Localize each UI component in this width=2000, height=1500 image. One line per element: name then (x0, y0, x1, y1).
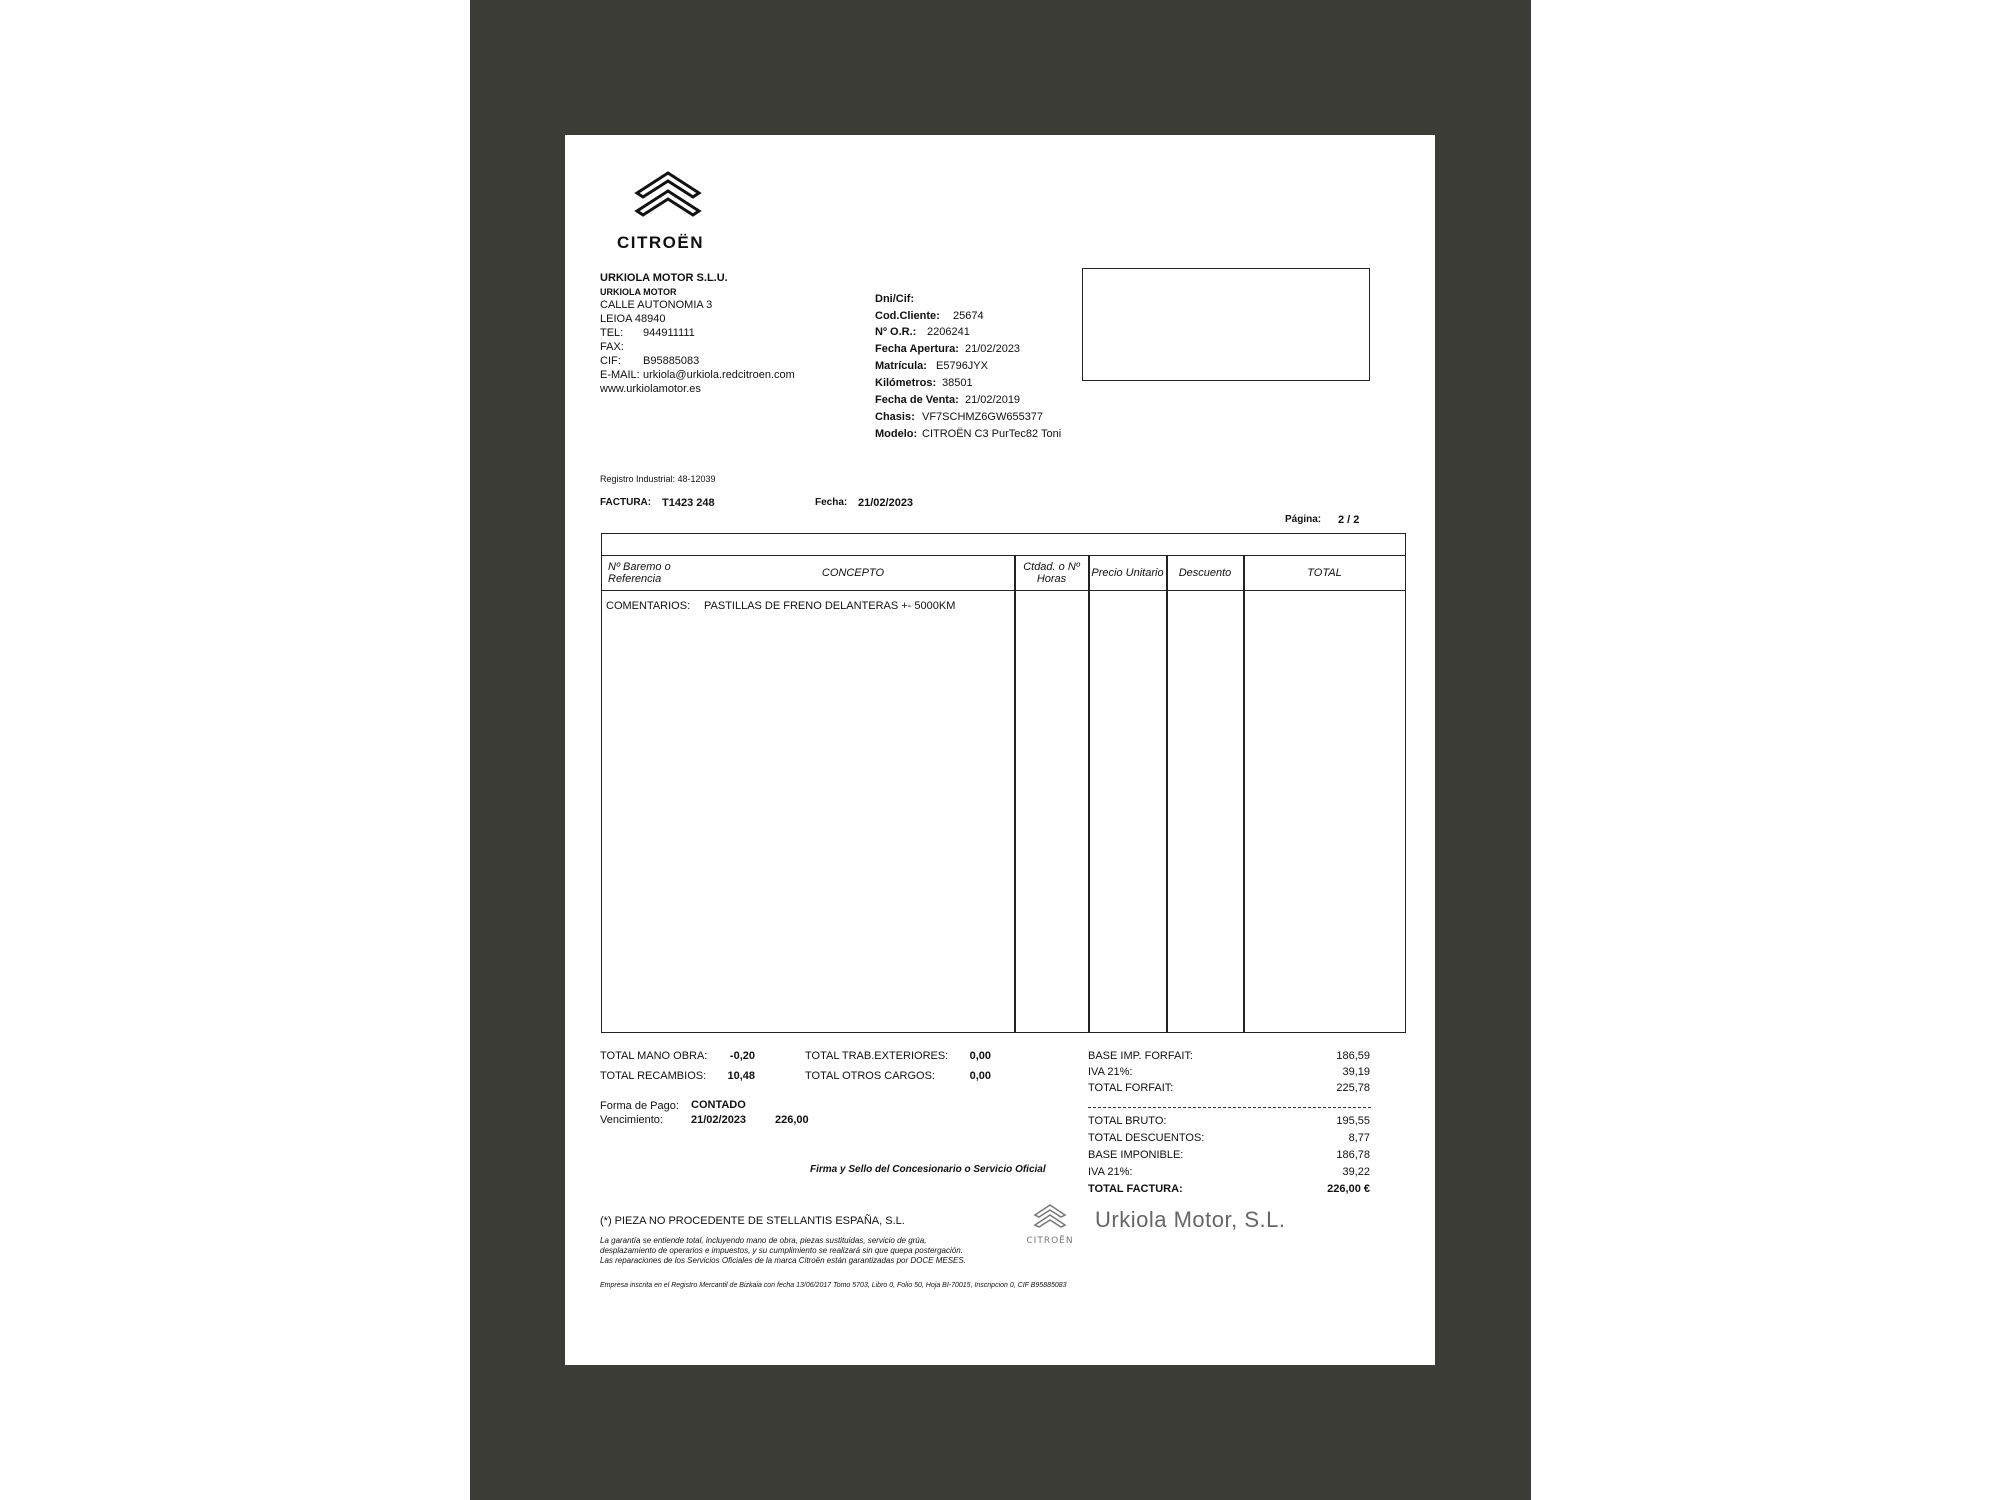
fecha-value: 21/02/2023 (858, 497, 914, 509)
cif-value: B95885083 (643, 355, 700, 367)
email-label: E-MAIL: (600, 369, 640, 381)
chasis-value: VF7SCHMZ6GW655377 (922, 411, 1044, 423)
mano-obra-value: -0,20 (729, 1050, 755, 1062)
column-divider (1243, 556, 1245, 1032)
comment-label: COMENTARIOS: (606, 600, 691, 612)
base-forfait-value: 186,59 (1336, 1050, 1370, 1062)
tel-label: TEL: (600, 327, 624, 339)
garantia-line-3: Las reparaciones de los Servicios Oficiales de la marca Citroën están garantizadas por DOCE MESES. (600, 1256, 966, 1265)
iva-value: 39,22 (1342, 1166, 1370, 1178)
fecha-apertura-label: Fecha Apertura: (875, 343, 959, 355)
totals-divider (1088, 1107, 1371, 1108)
firma-sello-caption: Firma y Sello del Concesionario o Servicio Oficial (810, 1164, 1046, 1175)
total-descuentos-label: TOTAL DESCUENTOS: (1088, 1132, 1205, 1144)
dealer-stamp-text: Urkiola Motor, S.L. (1095, 1207, 1286, 1232)
iva-forfait-value: 39,19 (1342, 1066, 1370, 1078)
company-city: LEIOA 48940 (600, 313, 666, 325)
column-divider (1166, 556, 1168, 1032)
fax-label: FAX: (600, 341, 624, 353)
cod-cliente-value: 25674 (953, 310, 984, 322)
modelo-label: Modelo: (875, 428, 918, 440)
fecha-apertura-value: 21/02/2023 (965, 343, 1021, 355)
header-concepto: CONCEPTO (821, 567, 885, 579)
trab-ext-value: 0,00 (969, 1050, 991, 1062)
total-bruto-label: TOTAL BRUTO: (1088, 1115, 1167, 1127)
company-name: URKIOLA MOTOR S.L.U. (600, 272, 728, 284)
fecha-venta-value: 21/02/2019 (965, 394, 1021, 406)
base-imponible-label: BASE IMPONIBLE: (1088, 1149, 1184, 1161)
kilometros-label: Kilómetros: (875, 377, 937, 389)
brand-name: CITROËN (617, 233, 704, 252)
total-forfait-label: TOTAL FORFAIT: (1088, 1082, 1174, 1094)
stamp-brand-text: CITROËN (1026, 1236, 1074, 1246)
or-label: Nº O.R.: (875, 326, 917, 338)
company-address: CALLE AUTONOMIA 3 (600, 299, 713, 311)
header-precio-unitario: Precio Unitario (1091, 567, 1164, 579)
registro-industrial: Registro Industrial: 48-12039 (600, 474, 716, 484)
forma-pago-label: Forma de Pago: (600, 1100, 679, 1112)
column-divider (1014, 556, 1016, 1032)
column-divider (1088, 556, 1090, 1032)
comment-text: PASTILLAS DE FRENO DELANTERAS +- 5000KM (704, 600, 956, 612)
email-value: urkiola@urkiola.redcitroen.com (643, 369, 795, 381)
total-factura-label: TOTAL FACTURA: (1088, 1183, 1183, 1195)
otros-cargos-value: 0,00 (969, 1070, 991, 1082)
total-descuentos-value: 8,77 (1348, 1132, 1370, 1144)
total-factura-value: 226,00 € (1327, 1183, 1370, 1195)
total-bruto-value: 195,55 (1336, 1115, 1370, 1127)
iva-label: IVA 21%: (1088, 1166, 1133, 1178)
recipient-address-box (1082, 268, 1370, 381)
garantia-line-2: desplazamiento de operarios e impuestos, y su cumplimiento se realizará sin que quepa postergación. (600, 1246, 963, 1255)
pieza-note: (*) PIEZA NO PROCEDENTE DE STELLANTIS ESPAÑA, S.L. (600, 1215, 905, 1227)
tel-value: 944911111 (643, 327, 695, 339)
modelo-value: CITROËN C3 PurTec82 Toni (922, 428, 1062, 440)
pagina-label: Página: (1285, 514, 1322, 525)
website: www.urkiolamotor.es (600, 383, 701, 395)
header-cantidad: Ctdad. o Nº Horas (1023, 561, 1080, 585)
vencimiento-label: Vencimiento: (600, 1114, 663, 1126)
dni-label: Dni/Cif: (875, 293, 915, 305)
trab-ext-label: TOTAL TRAB.EXTERIORES: (805, 1050, 949, 1062)
forma-pago-value: CONTADO (691, 1099, 746, 1111)
kilometros-value: 38501 (942, 377, 973, 389)
chasis-label: Chasis: (875, 411, 915, 423)
company-subname: URKIOLA MOTOR (600, 287, 677, 297)
header-descuento: Descuento (1178, 567, 1232, 579)
header-total: TOTAL (1307, 567, 1342, 579)
vencimiento-importe: 226,00 (775, 1114, 809, 1126)
mano-obra-label: TOTAL MANO OBRA: (600, 1050, 708, 1062)
citroen-chevrons-logo (633, 167, 703, 219)
cod-cliente-label: Cod.Cliente: (875, 310, 940, 322)
vencimiento-fecha: 21/02/2023 (691, 1114, 747, 1126)
garantia-line-1: La garantía se entiende total, incluyendo mano de obra, piezas sustituidas, servicio de grúa, (600, 1236, 927, 1245)
header-referencia: Nº Baremo o Referencia (608, 561, 671, 585)
base-forfait-label: BASE IMP. FORFAIT: (1088, 1050, 1193, 1062)
matricula-label: Matrícula: (875, 360, 927, 372)
invoice-page (565, 135, 1435, 1365)
registro-mercantil-note: Empresa inscrita en el Registro Mercantil de Bizkaia con fecha 13/06/2017 Tomo 5703, Libro 0, Folio 50, Hoja BI-70015, Inscripcion 0, CIF B95885083 (600, 1282, 1067, 1289)
recambios-label: TOTAL RECAMBIOS: (600, 1070, 707, 1082)
iva-forfait-label: IVA 21%: (1088, 1066, 1133, 1078)
recambios-value: 10,48 (727, 1070, 755, 1082)
fecha-venta-label: Fecha de Venta: (875, 394, 959, 406)
invoice-lines-table (601, 533, 1406, 1033)
total-forfait-value: 225,78 (1336, 1082, 1370, 1094)
cif-label: CIF: (600, 355, 621, 367)
dealer-stamp-logo (1015, 1197, 1085, 1247)
pagina-value: 2 / 2 (1338, 514, 1360, 526)
or-value: 2206241 (927, 326, 970, 338)
table-top-bar (602, 534, 1405, 556)
factura-number: T1423 248 (662, 497, 715, 509)
fecha-label: Fecha: (815, 497, 848, 508)
otros-cargos-label: TOTAL OTROS CARGOS: (805, 1070, 935, 1082)
base-imponible-value: 186,78 (1336, 1149, 1370, 1161)
factura-label: FACTURA: (600, 497, 652, 508)
matricula-value: E5796JYX (936, 360, 988, 372)
